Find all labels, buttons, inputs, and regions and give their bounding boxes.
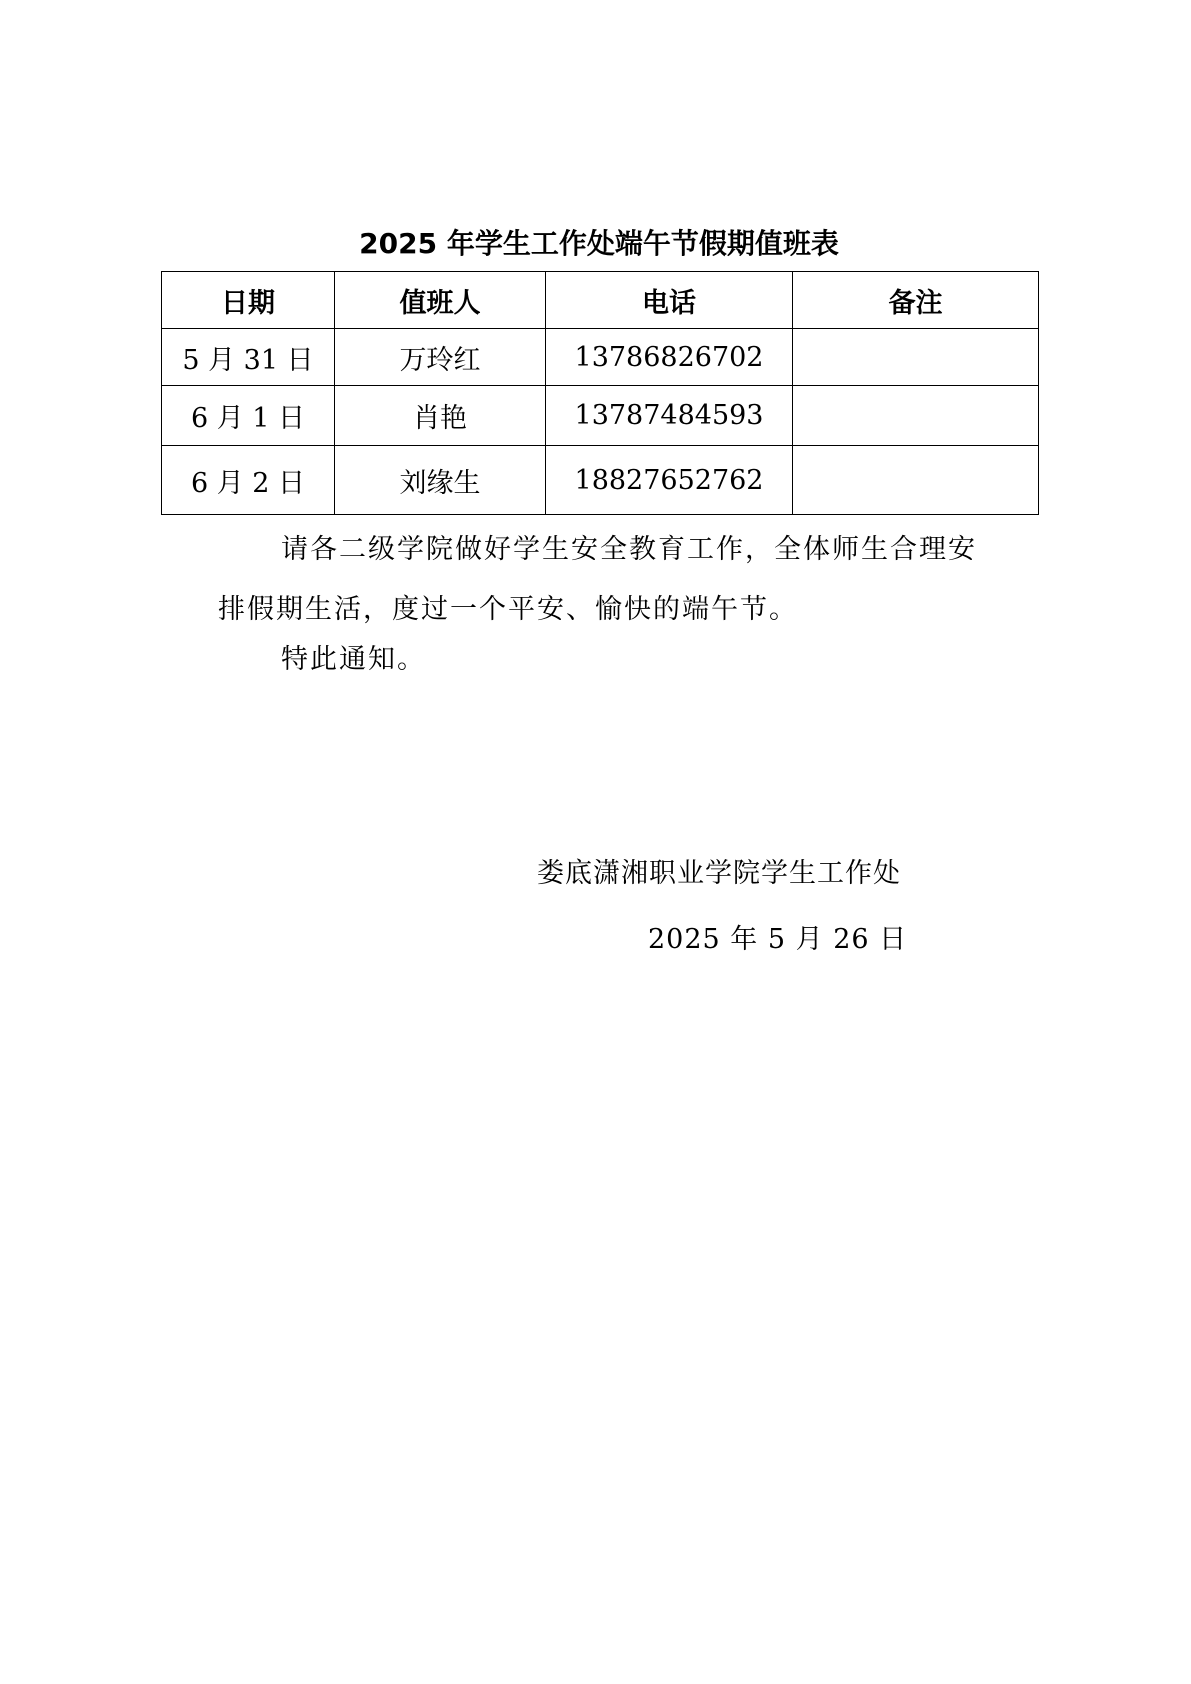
signature-date: 2025 年 5 月 26 日 [648,924,908,955]
cell-phone: 13786826702 [546,329,793,386]
table-row [162,386,1039,446]
notice-paragraph-line-2: 排假期生活，度过一个平安、愉快的端午节。 [218,594,798,625]
cell-note [793,446,1039,515]
cell-person: 万玲红 [335,329,546,386]
header-phone: 电话 [546,272,793,329]
cell-note [793,386,1039,446]
cell-person: 肖艳 [335,386,546,446]
header-person: 值班人 [335,272,546,329]
cell-date: 6 月 1 日 [162,386,335,446]
header-date: 日期 [162,272,335,329]
cell-date: 6 月 2 日 [162,446,335,515]
table-header-row [162,272,1039,329]
cell-phone: 13787484593 [546,386,793,446]
cell-note [793,329,1039,386]
cell-date: 5 月 31 日 [162,329,335,386]
document-title: 2025 年学生工作处端午节假期值班表 [359,227,839,260]
duty-table [161,271,1039,515]
cell-phone: 18827652762 [546,446,793,515]
closing-text: 特此通知。 [281,644,426,675]
table-row [162,446,1039,515]
table-row [162,329,1039,386]
signature-organization: 娄底潇湘职业学院学生工作处 [537,858,901,889]
cell-person: 刘缘生 [335,446,546,515]
header-note: 备注 [793,272,1039,329]
notice-paragraph-line-1: 请各二级学院做好学生安全教育工作，全体师生合理安 [281,534,977,565]
